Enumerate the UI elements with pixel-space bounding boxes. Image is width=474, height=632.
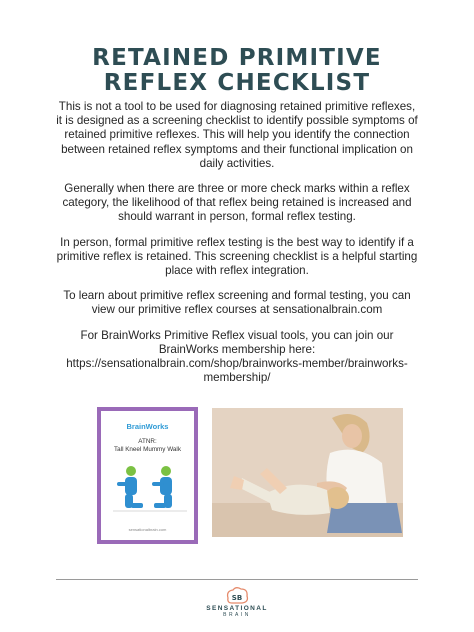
paragraph-check-marks: Generally when there are three or more check marks within a reflex category, the likelihood of that reflex being retained is increased and should warrant in person, formal reflex testing.	[62, 182, 412, 224]
brainworks-logo	[101, 422, 194, 431]
paragraph-disclaimer: This is not a tool to be used for diagnosing retained primitive reflexes, it is designed as a screening checklist to identify possible symptoms of retained primitive reflexes. This will help you identify the connection between retained reflex symptoms and their functional implication on daily activities.	[56, 100, 418, 170]
page-title	[0, 46, 474, 96]
brand-name-line-1: SENSATIONAL	[206, 605, 268, 612]
footer-divider	[56, 579, 418, 580]
paragraph-formal-testing: In person, formal primitive reflex testing is the best way to identify if a primitive reflex is retained. This screening checklist is a helpful starting place with reflex integration.	[56, 235, 418, 278]
card-title-line-1: ATNR:	[138, 438, 157, 445]
title-line-1: RETAINED PRIMITIVE	[92, 45, 382, 71]
paragraph-courses: To learn about primitive reflex screening and formal testing, you can view our primitive reflex courses at sensationalbrain.com	[63, 289, 411, 317]
brainworks-logo-text: BrainWorks	[126, 422, 169, 431]
reflex-exercise-photo	[212, 408, 403, 537]
title-line-2: REFLEX CHECKLIST	[103, 70, 371, 96]
kneeling-figures-illustration	[111, 463, 189, 515]
card-title	[101, 438, 194, 454]
paragraph-membership: For BrainWorks Primitive Reflex visual tools, you can join our BrainWorks membership here: https://sensationalbrain.com/shop/brainworks-member/brainworks-membership/	[66, 328, 408, 385]
footer-brand	[0, 605, 474, 619]
card-title-line-2: Tall Kneel Mummy Walk	[114, 446, 181, 453]
svg-text:SB: SB	[231, 594, 243, 602]
brainworks-visual-card	[97, 407, 198, 544]
body-text	[56, 100, 418, 396]
card-url: sensationalbrain.com	[128, 527, 167, 532]
sensational-brain-logo-icon	[224, 586, 250, 606]
brand-name-line-2: BRAIN	[223, 612, 251, 618]
